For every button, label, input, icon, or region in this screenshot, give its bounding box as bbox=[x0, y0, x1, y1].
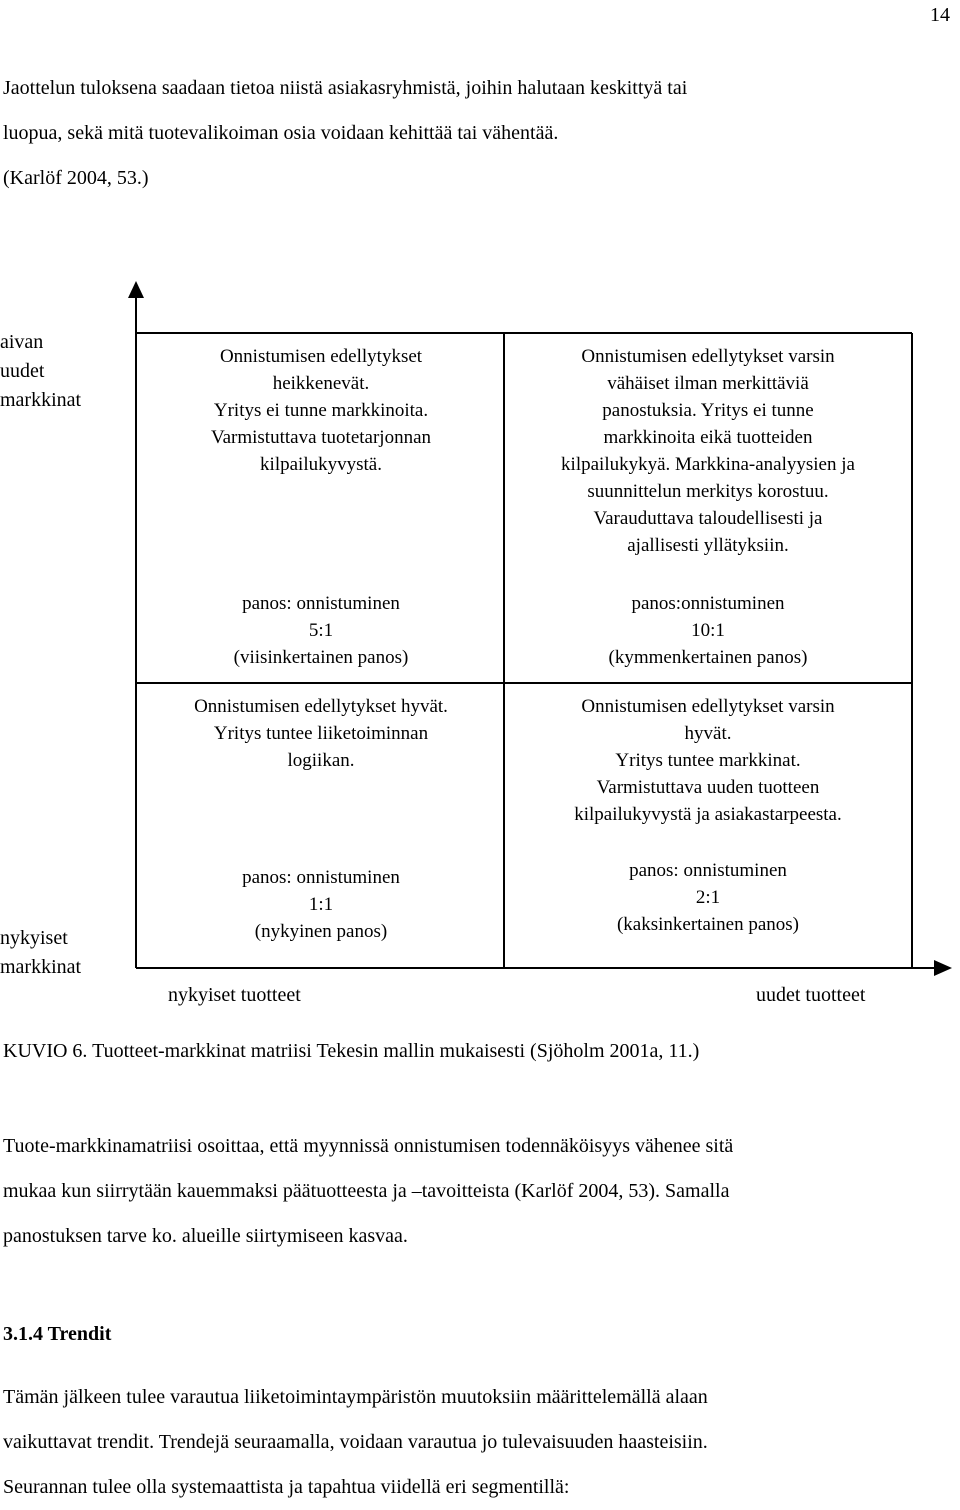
body-paragraph: Tuote-markkinamatriisi osoittaa, että myynnissä onnistumisen todennäköisyys vähenee sitä mukaa kun siirrytään kauemmaksi päätuotteesta ja –tavoitteista (Karlöf 2004, 53). Samalla panostuksen tarve ko. alueille siirtymiseen kasvaa. bbox=[3, 1135, 734, 1247]
figure-caption: KUVIO 6. Tuotteet-markkinat matriisi Tekesin mallin mukaisesti (Sjöholm 2001a, 11.) bbox=[3, 1040, 700, 1062]
x-label-new-products: uudet tuotteet bbox=[756, 984, 866, 1006]
cell-bottom-right-ratio: panos: onnistuminen 2:1 (kaksinkertainen panos) bbox=[616, 860, 800, 935]
intro-line: Jaottelun tuloksena saadaan tietoa niistä asiakasryhmistä, joihin halutaan keskittyä tai bbox=[3, 77, 688, 99]
intro-line: luopua, sekä mitä tuotevalikoiman osia voidaan kehittää tai vähentää. bbox=[3, 122, 559, 144]
cell-top-right-ratio: panos:onnistuminen 10:1 (kymmenkertainen panos) bbox=[608, 593, 808, 668]
cell-top-left-text: Onnistumisen edellytykset heikkenevät. Yritys ei tunne markkinoita. Varmistuttava tuotetarjonnan kilpailukyvystä. bbox=[210, 346, 432, 475]
page-number: 14 bbox=[930, 4, 950, 26]
y-label-new-markets: aivan uudet markkinat bbox=[0, 331, 82, 411]
intro-line: (Karlöf 2004, 53.) bbox=[3, 167, 149, 189]
x-label-current-products: nykyiset tuotteet bbox=[168, 984, 301, 1006]
y-axis-arrowhead bbox=[128, 281, 144, 298]
cell-top-right-text: Onnistumisen edellytykset varsin vähäiset ilman merkittäviä panostuksia. Yritys ei tunne markkinoita eikä tuotteiden kilpailukykyä. Markkina-analyysien ja suunnittelun merkitys korostuu. Varauduttava taloudellisesti ja ajallisesti yllätyksiin. bbox=[561, 346, 855, 556]
section-heading: 3.1.4 Trendit bbox=[3, 1323, 112, 1345]
y-label-current-markets: nykyiset markkinat bbox=[0, 927, 82, 978]
body-paragraph: Tämän jälkeen tulee varautua liiketoimintaympäristön muutoksiin määrittelemällä alaan vaikuttavat trendit. Trendejä seuraamalla, voidaan varautua jo tulevaisuuden haasteisiin. Seurannan tulee olla systemaattista ja tapahtua viidellä eri segmentillä: bbox=[3, 1386, 708, 1498]
x-axis-arrowhead bbox=[934, 960, 952, 976]
cell-bottom-right-text: Onnistumisen edellytykset varsin hyvät. Yritys tuntee markkinat. Varmistuttava uuden tuotteen kilpailukyvystä ja asiakastarpeesta. bbox=[574, 696, 842, 825]
cell-bottom-left-ratio: panos: onnistuminen 1:1 (nykyinen panos) bbox=[242, 867, 400, 942]
cell-bottom-left-text: Onnistumisen edellytykset hyvät. Yritys tuntee liiketoiminnan logiikan. bbox=[194, 696, 448, 771]
cell-top-left-ratio: panos: onnistuminen 5:1 (viisinkertainen panos) bbox=[233, 593, 409, 668]
